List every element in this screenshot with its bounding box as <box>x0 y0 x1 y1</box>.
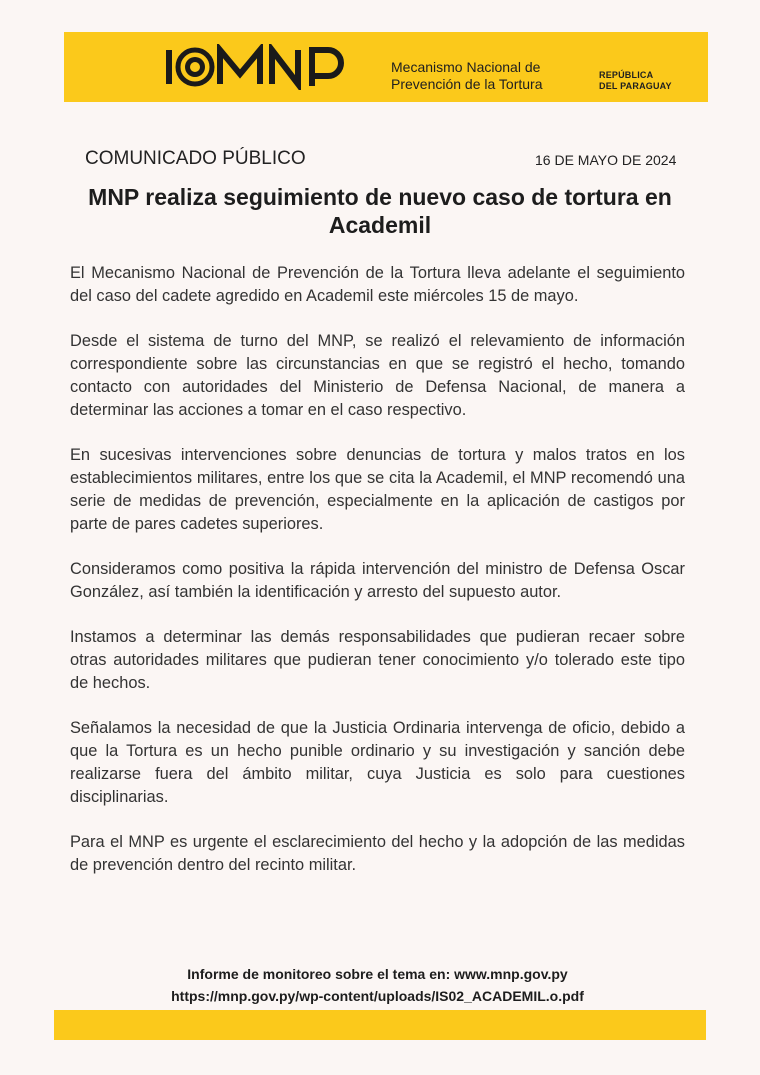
paragraph: Para el MNP es urgente el esclarecimiento del hecho y la adopción de las medidas de prevención dentro del recinto militar. <box>70 833 685 874</box>
org-name-line1: Mecanismo Nacional de <box>391 59 541 75</box>
footer-banner <box>54 1010 706 1040</box>
paragraph: El Mecanismo Nacional de Prevención de la Tortura lleva adelante el seguimiento del caso del cadete agredido en Academil este miércoles 15 de mayo. <box>70 264 685 305</box>
mnp-logo-mark <box>164 44 364 90</box>
document-date: 16 DE MAYO DE 2024 <box>535 152 677 168</box>
footer-report-url: https://mnp.gov.py/wp-content/uploads/IS02_ACADEMIL.o.pdf <box>171 988 584 1004</box>
document-type: COMUNICADO PÚBLICO <box>85 148 306 169</box>
body-text <box>70 262 685 899</box>
org-name <box>391 59 543 93</box>
paragraph: En sucesivas intervenciones sobre denuncias de tortura y malos tratos en los establecimientos militares, entre los que se cita la Academil, el MNP recomendó una serie de medidas de prevención, especialmente en la aplicación de castigos por parte de pares cadetes superiores. <box>70 446 685 533</box>
country-label <box>599 70 672 92</box>
page-title: MNP realiza seguimiento de nuevo caso de tortura en Academil <box>88 184 672 238</box>
mnp-logo <box>164 44 364 90</box>
country-line2: DEL PARAGUAY <box>599 81 672 91</box>
paragraph: Consideramos como positiva la rápida intervención del ministro de Defensa Oscar González, así también la identificación y arresto del supuesto autor. <box>70 560 685 601</box>
paragraph: Instamos a determinar las demás responsabilidades que pudieran recaer sobre otras autoridades militares que pudieran tener conocimiento y/o tolerado este tipo de hechos. <box>70 628 685 692</box>
paragraph: Desde el sistema de turno del MNP, se realizó el relevamiento de información correspondiente sobre las circunstancias en que se registró el hecho, tomando contacto con autoridades del Ministerio de Defensa Nacional, de manera a determinar las acciones a tomar en el caso respectivo. <box>70 332 685 419</box>
org-name-line2: Prevención de la Tortura <box>391 76 543 92</box>
footer-info <box>70 963 685 1007</box>
header-banner <box>64 32 708 102</box>
footer-report-line: Informe de monitoreo sobre el tema en: www.mnp.gov.py <box>187 966 568 982</box>
country-line1: REPÚBLICA <box>599 70 654 80</box>
paragraph: Señalamos la necesidad de que la Justicia Ordinaria intervenga de oficio, debido a que la Tortura es un hecho punible ordinario y su investigación y sanción debe realizarse fuera del ámbito militar, cuya Justicia es solo para cuestiones disciplinarias. <box>70 719 685 806</box>
